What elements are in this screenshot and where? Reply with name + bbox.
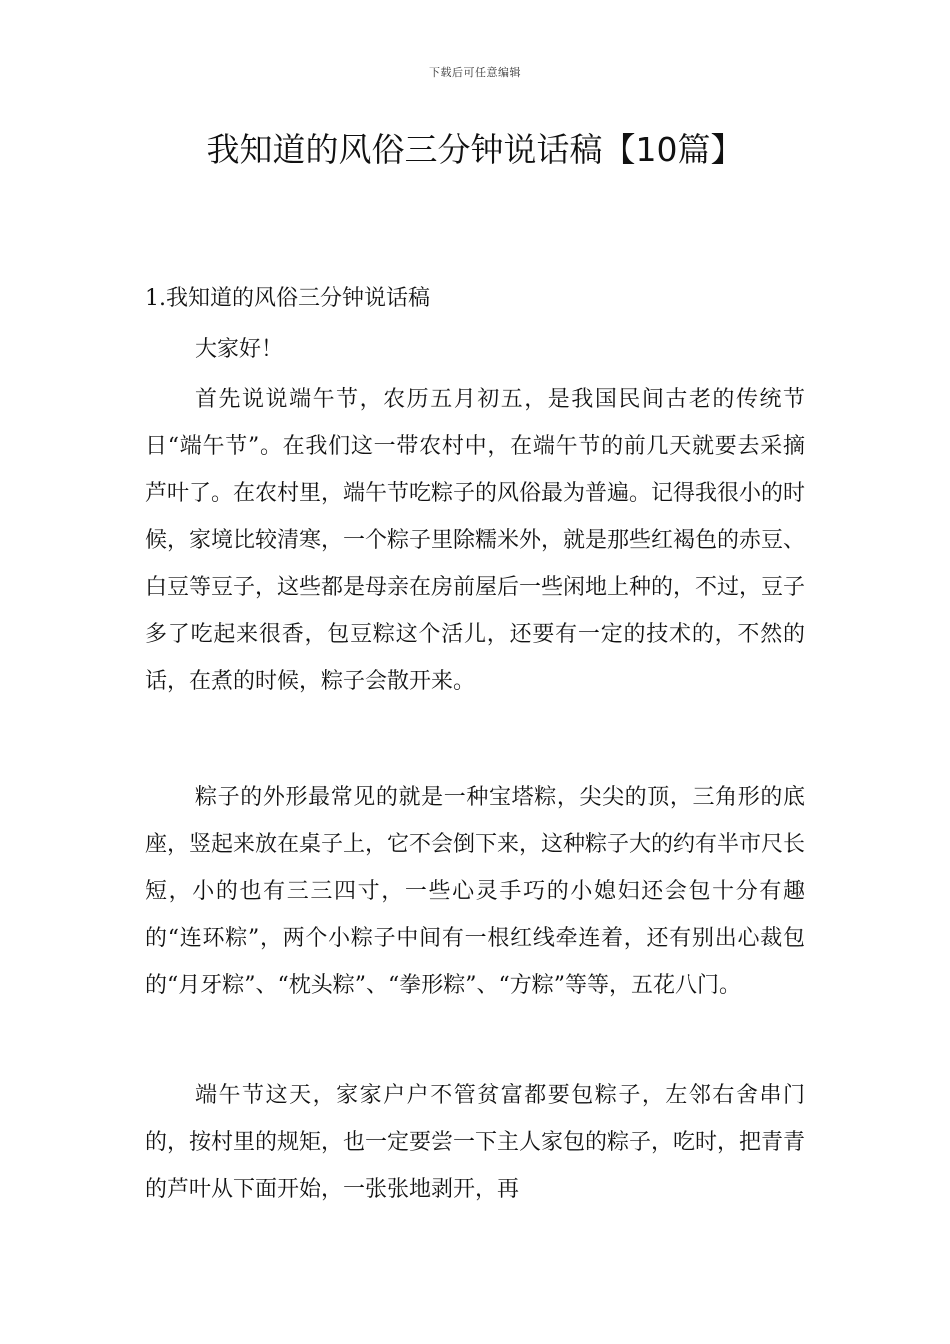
document-title: 我知道的风俗三分钟说话稿【10篇】 (206, 130, 744, 169)
section-heading: 1.我知道的风俗三分钟说话稿 (145, 286, 430, 311)
paragraph: 端午节这天，家家户户不管贫富都要包粽子，左邻右舍串门的，按村里的规矩，也一定要尝一下主人家包的粽子，吃时，把青青的芦叶从下面开始，一张张地剥开，再 (145, 1083, 806, 1202)
paragraph: 首先说说端午节，农历五月初五，是我国民间古老的传统节日“端午节”。在我们这一带农村中，在端午节的前几天就要去采摘芦叶了。在农村里，端午节吃粽子的风俗最为普遍。记得我很小的时候，家境比较清寒，一个粽子里除糯米外，就是那些红褐色的赤豆、白豆等豆子，这些都是母亲在房前屋后一些闲地上种的，不过，豆子多了吃起来很香，包豆粽这个活儿，还要有一定的技术的，不然的话，在煮的时候，粽子会散开来。 (145, 387, 806, 694)
header-note: 下载后可任意编辑 (429, 66, 521, 79)
paragraph: 粽子的外形最常见的就是一种宝塔粽，尖尖的顶，三角形的底座，竖起来放在桌子上，它不会倒下来，这种粽子大的约有半市尺长短，小的也有三三四寸，一些心灵手巧的小媳妇还会包十分有趣的“连环粽”，两个小粽子中间有一根红线牵连着，还有别出心裁包的“月牙粽”、“枕头粽”、“拳形粽”、“方粽”等等，五花八门。 (145, 785, 806, 998)
greeting-line: 大家好！ (195, 337, 284, 362)
